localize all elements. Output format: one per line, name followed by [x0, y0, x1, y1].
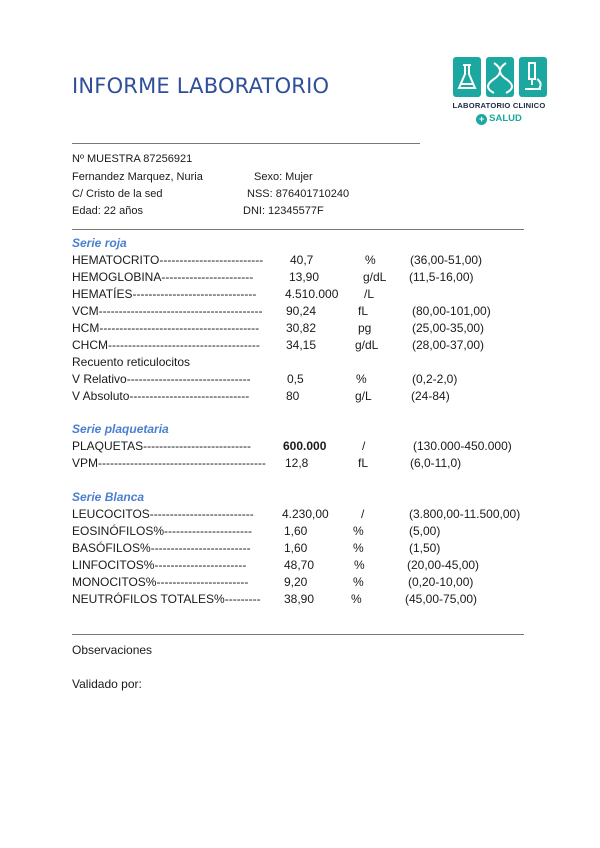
lab-logo-tiles-icon	[453, 57, 547, 99]
test-name: CHCM--------------------------------------	[72, 338, 260, 352]
result-row	[72, 439, 532, 454]
test-ref: (6,0-11,0)	[410, 456, 462, 470]
test-name: LEUCOCITOS--------------------------	[72, 507, 254, 521]
test-name: HEMATOCRITO--------------------------	[72, 253, 264, 267]
section-title-serie-roja: Serie roja	[72, 236, 127, 250]
test-value: 1,60	[284, 541, 308, 555]
patient-sex: Sexo: Mujer	[254, 171, 313, 183]
test-unit: /L	[364, 287, 375, 301]
page-title: INFORME LABORATORIO	[72, 74, 330, 98]
result-row	[72, 389, 532, 404]
result-row	[72, 338, 532, 353]
test-name: HEMATÍES-------------------------------	[72, 287, 257, 301]
test-name: VPM------------------------------------------	[72, 456, 266, 470]
test-ref: (20,00-45,00)	[407, 558, 480, 572]
validado-label: Validado por:	[72, 677, 142, 691]
test-unit: %	[365, 253, 376, 267]
test-value: 9,20	[284, 575, 308, 589]
test-value: 38,90	[284, 592, 315, 606]
test-ref: (3.800,00-11.500,00)	[409, 507, 521, 521]
result-row	[72, 321, 532, 336]
result-row	[72, 456, 532, 471]
result-row	[72, 372, 532, 387]
test-unit: /	[362, 439, 366, 453]
logo-sub-label: SALUD	[489, 113, 522, 124]
sample-number: Nº MUESTRA 87256921	[72, 153, 193, 165]
result-row	[72, 575, 532, 590]
result-row	[72, 592, 532, 607]
section-title-serie-plaquetaria: Serie plaquetaria	[72, 422, 169, 436]
test-value: 0,5	[287, 372, 304, 386]
test-value: 4.230,00	[282, 507, 329, 521]
test-name: EOSINÓFILOS%----------------------	[72, 524, 252, 538]
test-value: 30,82	[286, 321, 317, 335]
test-ref: (5,00)	[409, 524, 441, 538]
patient-nss: NSS: 876401710240	[247, 188, 350, 200]
test-ref: (130.000-450.000)	[413, 439, 512, 453]
test-ref: (25,00-35,00)	[412, 321, 485, 335]
test-ref: (80,00-101,00)	[412, 304, 491, 318]
test-unit: %	[353, 575, 364, 589]
test-value: 48,70	[284, 558, 315, 572]
divider	[72, 229, 524, 230]
test-value: 90,24	[286, 304, 317, 318]
test-name: HEMOGLOBINA-----------------------	[72, 270, 254, 284]
test-value: 600.000	[283, 439, 327, 453]
patient-age: Edad: 22 años	[72, 205, 143, 217]
test-name: LINFOCITOS%-----------------------	[72, 558, 247, 572]
divider	[72, 634, 524, 635]
result-row	[72, 558, 532, 573]
test-unit: %	[354, 558, 365, 572]
test-name: NEUTRÓFILOS TOTALES%---------	[72, 592, 261, 606]
test-value: 40,7	[290, 253, 314, 267]
result-row	[72, 304, 532, 319]
result-row	[72, 507, 532, 522]
plus-icon: +	[476, 114, 487, 125]
test-ref: (0,2-2,0)	[412, 372, 458, 386]
test-unit: g/L	[355, 389, 372, 403]
test-value: 1,60	[284, 524, 308, 538]
test-unit: /	[361, 507, 365, 521]
test-ref: (45,00-75,00)	[405, 592, 478, 606]
test-unit: %	[353, 524, 364, 538]
test-unit: %	[353, 541, 364, 555]
patient-name: Fernandez Marquez, Nuria	[72, 171, 203, 183]
test-unit: %	[351, 592, 362, 606]
section-title-serie-blanca: Serie Blanca	[72, 490, 145, 504]
test-name: V Absoluto------------------------------	[72, 389, 250, 403]
test-unit: pg	[358, 321, 372, 335]
lab-logo	[443, 57, 555, 129]
result-row	[72, 253, 532, 268]
test-ref: (36,00-51,00)	[410, 253, 483, 267]
test-unit: %	[356, 372, 367, 386]
patient-dni: DNI: 12345577F	[243, 205, 324, 217]
test-value: 13,90	[289, 270, 320, 284]
test-ref: (24-84)	[411, 389, 450, 403]
test-name: BASÓFILOS%-------------------------	[72, 541, 251, 555]
test-name: VCM-----------------------------------------	[72, 304, 263, 318]
test-unit: fL	[358, 304, 369, 318]
test-ref: (28,00-37,00)	[412, 338, 485, 352]
result-row	[72, 524, 532, 539]
test-value: 80	[286, 389, 300, 403]
test-unit: fL	[358, 456, 369, 470]
test-value: 34,15	[286, 338, 317, 352]
test-ref: (1,50)	[409, 541, 441, 555]
test-name: V Relativo-------------------------------	[72, 372, 251, 386]
logo-sub	[443, 113, 555, 125]
result-row	[72, 541, 532, 556]
divider	[72, 143, 420, 144]
logo-name: LABORATORIO CLINICO	[452, 101, 546, 110]
result-row	[72, 270, 532, 285]
test-ref: (11,5-16,00)	[409, 270, 474, 284]
test-value: 12,8	[285, 456, 309, 470]
reticulocitos-label: Recuento reticulocitos	[72, 355, 191, 369]
test-unit: g/dL	[363, 270, 387, 284]
test-unit: g/dL	[355, 338, 379, 352]
test-value: 4.510.000	[285, 287, 339, 301]
patient-address: C/ Cristo de la sed	[72, 188, 163, 200]
test-ref: (0,20-10,00)	[408, 575, 474, 589]
result-row	[72, 287, 532, 302]
observaciones-label: Observaciones	[72, 643, 153, 657]
test-name: HCM----------------------------------------	[72, 321, 260, 335]
test-name: MONOCITOS%-----------------------	[72, 575, 249, 589]
test-name: PLAQUETAS---------------------------	[72, 439, 252, 453]
